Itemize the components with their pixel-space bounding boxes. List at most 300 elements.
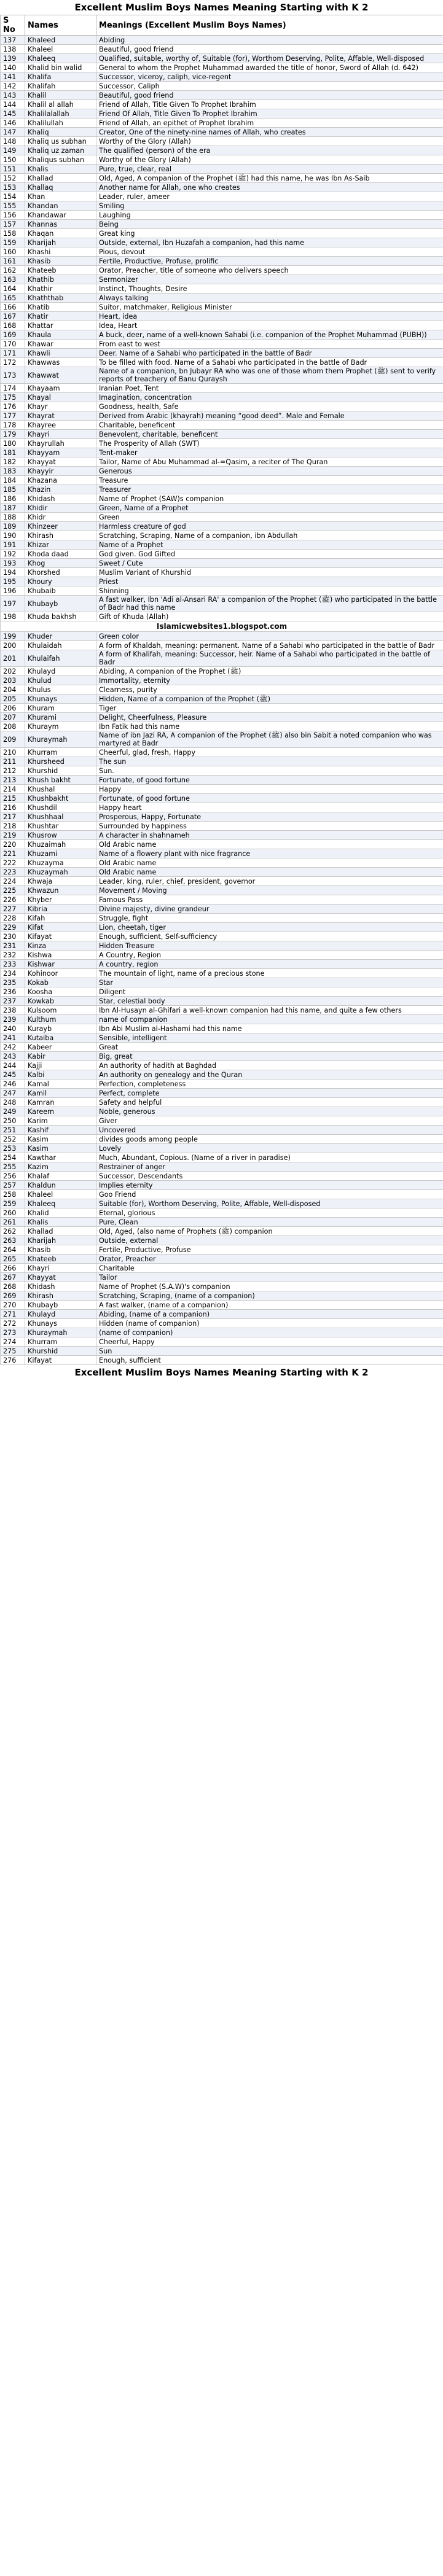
row-serial-number: 246 [1,1080,25,1089]
row-meaning: Beautiful, good friend [96,45,443,54]
row-meaning: Orator, Preacher [96,1255,443,1264]
table-row [1,504,443,513]
row-serial-number: 227 [1,905,25,914]
table-row [1,1181,443,1190]
row-meaning: Name of a flowery plant with nice fragrance [96,849,443,858]
table-row [1,895,443,905]
row-meaning: A character in shahnameh [96,831,443,840]
table-row [1,822,443,831]
table-row [1,1080,443,1089]
row-meaning: A form of Khalifah, meaning: Successor, heir. Name of a Sahabi who participated in the battle of Badr [96,650,443,667]
row-meaning: Star, celestial body [96,997,443,1006]
row-serial-number: 182 [1,457,25,467]
row-serial-number: 191 [1,540,25,550]
table-row [1,923,443,932]
table-row [1,211,443,220]
table-row [1,1227,443,1236]
row-name: Khalifa [25,72,96,82]
row-name: Khayrullah [25,439,96,448]
table-row [1,457,443,467]
row-serial-number: 219 [1,831,25,840]
row-name: Khalil [25,91,96,100]
table-row [1,1190,443,1199]
row-serial-number: 231 [1,941,25,951]
row-serial-number: 180 [1,439,25,448]
table-row [1,1199,443,1208]
row-meaning: Goo Friend [96,1190,443,1199]
table-row [1,685,443,695]
table-row [1,358,443,367]
row-serial-number: 209 [1,731,25,748]
table-row [1,192,443,201]
row-name: Khateeb [25,266,96,275]
row-meaning: Famous Pass [96,895,443,905]
table-row [1,485,443,494]
row-serial-number: 188 [1,513,25,522]
row-meaning: Charitable, beneficent [96,421,443,430]
row-serial-number: 265 [1,1255,25,1264]
row-serial-number: 202 [1,667,25,676]
table-row [1,695,443,704]
table-row [1,987,443,997]
row-serial-number: 210 [1,748,25,757]
header-sno: S No [1,15,25,36]
row-meaning: Name of a companion, bn Jubayr RA who was one of those whom them Prophet (ﷺ) sent to verify reports of treachery of Banu Quraysh [96,367,443,384]
row-name: Khusrow [25,831,96,840]
row-meaning: Hidden, Name of a companion of the Prophet (ﷺ) [96,695,443,704]
row-serial-number: 269 [1,1291,25,1301]
table-row [1,858,443,868]
table-row [1,1024,443,1033]
row-name: Kalbi [25,1070,96,1080]
table-row [1,137,443,146]
table-row [1,439,443,448]
table-row [1,550,443,559]
table-row [1,1135,443,1144]
table-row [1,312,443,321]
row-meaning: Gift of Khuda (Allah) [96,612,443,621]
row-name: Kamran [25,1098,96,1107]
row-name: Kajji [25,1061,96,1070]
row-name: Kasim [25,1144,96,1153]
row-serial-number: 264 [1,1245,25,1255]
row-serial-number: 200 [1,641,25,650]
row-name: Khuraymah [25,731,96,748]
row-meaning: Abiding, A companion of the Prophet (ﷺ) [96,667,443,676]
row-serial-number: 206 [1,704,25,713]
row-serial-number: 243 [1,1052,25,1061]
row-name: Khuzami [25,849,96,858]
row-meaning: divides goods among people [96,1135,443,1144]
row-meaning: Name of Prophet (S.A.W)'s companion [96,1282,443,1291]
row-serial-number: 169 [1,330,25,340]
row-meaning: Priest [96,577,443,586]
row-meaning: Benevolent, charitable, beneficent [96,430,443,439]
row-serial-number: 213 [1,776,25,785]
row-serial-number: 235 [1,978,25,987]
row-name: Khuraymah [25,1328,96,1337]
row-name: Kifayat [25,1356,96,1365]
row-meaning: God given. God Gifted [96,550,443,559]
table-row [1,1310,443,1319]
table-row [1,960,443,969]
row-meaning: Green [96,513,443,522]
table-row [1,1347,443,1356]
names-table [0,15,443,1365]
row-name: Khaula [25,330,96,340]
row-name: Khwazun [25,886,96,895]
table-row [1,1264,443,1273]
row-serial-number: 177 [1,411,25,421]
row-meaning: Uncovered [96,1126,443,1135]
table-row [1,303,443,312]
row-name: Khorshed [25,568,96,577]
row-meaning: Old, Aged, (also name of Prophets (ﷺ) companion [96,1227,443,1236]
row-name: Khuzaymah [25,868,96,877]
table-row [1,941,443,951]
row-name: Khulaidah [25,641,96,650]
row-meaning: An authority on genealogy and the Quran [96,1070,443,1080]
row-meaning: Old Arabic name [96,868,443,877]
row-name: Kasim [25,1135,96,1144]
table-row [1,1328,443,1337]
row-name: Khaqan [25,229,96,238]
table-row [1,1006,443,1015]
row-meaning: Deer. Name of a Sahabi who participated in the battle of Badr [96,349,443,358]
row-serial-number: 214 [1,785,25,794]
table-row [1,713,443,722]
row-meaning: Sensible, intelligent [96,1033,443,1043]
row-serial-number: 161 [1,257,25,266]
row-serial-number: 163 [1,275,25,284]
row-name: Khayyat [25,1273,96,1282]
table-row [1,612,443,621]
row-serial-number: 137 [1,36,25,45]
row-meaning: Tent-maker [96,448,443,457]
row-serial-number: 221 [1,849,25,858]
row-serial-number: 179 [1,430,25,439]
row-meaning: Tiger [96,704,443,713]
row-name: Khazana [25,476,96,485]
row-serial-number: 216 [1,803,25,812]
table-row [1,1319,443,1328]
row-name: Khwaja [25,877,96,886]
row-serial-number: 164 [1,284,25,294]
row-name: Khalid bin walid [25,63,96,72]
table-row [1,45,443,54]
row-meaning: Movement / Moving [96,886,443,895]
row-serial-number: 184 [1,476,25,485]
row-serial-number: 276 [1,1356,25,1365]
table-row [1,731,443,748]
table-row [1,577,443,586]
row-meaning: The sun [96,757,443,766]
row-serial-number: 143 [1,91,25,100]
row-meaning: Goodness, health, Safe [96,402,443,411]
row-name: Kulsoom [25,1006,96,1015]
row-serial-number: 233 [1,960,25,969]
table-row [1,1070,443,1080]
row-serial-number: 242 [1,1043,25,1052]
row-serial-number: 199 [1,632,25,641]
table-row [1,201,443,211]
table-row [1,886,443,895]
row-meaning: Abiding [96,36,443,45]
row-name: Khulayd [25,667,96,676]
row-meaning: Suitor, matchmaker, Religious Minister [96,303,443,312]
row-meaning: Clearness, purity [96,685,443,695]
row-meaning: Diligent [96,987,443,997]
row-serial-number: 141 [1,72,25,82]
row-meaning: Struggle, fight [96,914,443,923]
row-meaning: Restrainer of anger [96,1162,443,1172]
row-name: Khurshid [25,1347,96,1356]
row-serial-number: 267 [1,1273,25,1282]
row-serial-number: 148 [1,137,25,146]
row-name: Khallad [25,1227,96,1236]
row-meaning: Ibn Al-Husayn al-Ghifari a well-known companion had this name, and quite a few others [96,1006,443,1015]
row-meaning: Orator, Preacher, title of someone who delivers speech [96,266,443,275]
row-name: Kulthum [25,1015,96,1024]
table-row [1,1116,443,1126]
table-row [1,109,443,119]
table-row [1,349,443,358]
row-name: Khaldun [25,1181,96,1190]
table-row [1,1052,443,1061]
row-serial-number: 176 [1,402,25,411]
row-name: Khandan [25,201,96,211]
row-serial-number: 205 [1,695,25,704]
row-name: Khandawar [25,211,96,220]
table-row [1,667,443,676]
row-name: Khayrat [25,411,96,421]
row-serial-number: 159 [1,238,25,247]
table-row [1,997,443,1006]
row-meaning: Divine majesty, divine grandeur [96,905,443,914]
row-serial-number: 166 [1,303,25,312]
row-meaning: (name of companion) [96,1328,443,1337]
row-name: Khuda bakhsh [25,612,96,621]
row-serial-number: 207 [1,713,25,722]
row-name: Khayal [25,393,96,402]
row-meaning: name of companion [96,1015,443,1024]
row-serial-number: 154 [1,192,25,201]
row-meaning: Perfection, completeness [96,1080,443,1089]
row-name: Khannas [25,220,96,229]
table-row [1,1153,443,1162]
row-meaning: Always talking [96,294,443,303]
row-name: Khayri [25,1264,96,1273]
table-row [1,812,443,822]
table-row [1,1061,443,1070]
row-meaning: Much, Abundant, Copious. (Name of a river in paradise) [96,1153,443,1162]
row-serial-number: 142 [1,82,25,91]
table-row [1,1107,443,1116]
row-name: Karim [25,1116,96,1126]
row-name: Khaliqus subhan [25,155,96,165]
row-name: Khatir [25,312,96,321]
row-name: Khayaam [25,384,96,393]
row-meaning: Iranian Poet, Tent [96,384,443,393]
table-row [1,586,443,596]
row-meaning: Derived from Arabic (khayrah) meaning “good deed”. Male and Female [96,411,443,421]
row-name: Kifah [25,914,96,923]
row-meaning: A buck, deer, name of a well-known Sahabi (i.e. companion of the Prophet Muhammad (PUBH)) [96,330,443,340]
row-name: Khawar [25,340,96,349]
table-row [1,1282,443,1291]
row-meaning: Old Arabic name [96,858,443,868]
row-meaning: Pure, Clean [96,1218,443,1227]
table-row [1,803,443,812]
row-meaning: Prosperous, Happy, Fortunate [96,812,443,822]
row-name: Khalil al allah [25,100,96,109]
row-serial-number: 245 [1,1070,25,1080]
row-serial-number: 172 [1,358,25,367]
row-serial-number: 195 [1,577,25,586]
row-meaning: Heart, idea [96,312,443,321]
row-name: Khubaib [25,586,96,596]
table-header [1,15,443,36]
row-meaning: An authority of hadith at Baghdad [96,1061,443,1070]
row-meaning: Sweet / Cute [96,559,443,568]
row-meaning: Old Arabic name [96,840,443,849]
row-meaning: Friend of Allah, an epithet of Prophet Ibrahim [96,119,443,128]
table-row [1,776,443,785]
row-meaning: Implies eternity [96,1181,443,1190]
row-meaning: Lion, cheetah, tiger [96,923,443,932]
row-serial-number: 238 [1,1006,25,1015]
row-serial-number: 241 [1,1033,25,1043]
table-row [1,849,443,858]
row-serial-number: 145 [1,109,25,119]
row-name: Khunays [25,1319,96,1328]
table-row [1,119,443,128]
table-row [1,128,443,137]
row-serial-number: 234 [1,969,25,978]
row-name: Khidash [25,1282,96,1291]
table-row [1,641,443,650]
row-meaning: Leader, king, ruler, chief, president, governor [96,877,443,886]
row-serial-number: 255 [1,1162,25,1172]
row-serial-number: 140 [1,63,25,72]
row-serial-number: 168 [1,321,25,330]
row-name: Khizar [25,540,96,550]
table-row [1,1255,443,1264]
row-name: Khaththab [25,294,96,303]
row-name: Khidash [25,494,96,504]
row-serial-number: 274 [1,1337,25,1347]
table-row [1,722,443,731]
row-serial-number: 263 [1,1236,25,1245]
row-meaning: Worthy of the Glory (Allah) [96,155,443,165]
row-meaning: Qualified, suitable, worthy of, Suitable (for), Worthom Deserving, Polite, Affable, Well-disposed [96,54,443,63]
row-name: Kibria [25,905,96,914]
table-row [1,367,443,384]
table-row [1,632,443,641]
row-name: Khathir [25,284,96,294]
row-meaning: Fortunate, of good fortune [96,776,443,785]
row-meaning: Successor, Descendants [96,1172,443,1181]
table-row [1,969,443,978]
row-name: Khalaf [25,1172,96,1181]
row-meaning: Instinct, Thoughts, Desire [96,284,443,294]
row-name: Khayyam [25,448,96,457]
row-name: Khuraym [25,722,96,731]
row-name: Kishwar [25,960,96,969]
table-row [1,155,443,165]
row-serial-number: 147 [1,128,25,137]
table-row [1,840,443,849]
row-name: Khurram [25,1337,96,1347]
row-serial-number: 258 [1,1190,25,1199]
row-meaning: A fast walker, (name of a companion) [96,1301,443,1310]
row-name: Khalis [25,165,96,174]
row-meaning: Perfect, complete [96,1089,443,1098]
row-serial-number: 158 [1,229,25,238]
table-row [1,568,443,577]
row-serial-number: 251 [1,1126,25,1135]
row-serial-number: 256 [1,1172,25,1181]
row-name: Khaleeq [25,1199,96,1208]
row-serial-number: 152 [1,174,25,183]
row-serial-number: 185 [1,485,25,494]
row-name: Kokab [25,978,96,987]
row-serial-number: 270 [1,1301,25,1310]
row-name: Khushal [25,785,96,794]
row-name: Khayri [25,430,96,439]
row-meaning: Happy heart [96,803,443,812]
row-serial-number: 204 [1,685,25,695]
row-meaning: Fertile, Productive, Profuse [96,1245,443,1255]
table-row [1,1089,443,1098]
table-row [1,650,443,667]
row-name: Khunays [25,695,96,704]
row-serial-number: 247 [1,1089,25,1098]
row-name: Khulus [25,685,96,695]
row-serial-number: 187 [1,504,25,513]
row-serial-number: 215 [1,794,25,803]
row-meaning: The qualified (person) of the era [96,146,443,155]
table-row [1,257,443,266]
row-serial-number: 150 [1,155,25,165]
header-names: Names [25,15,96,36]
row-serial-number: 248 [1,1098,25,1107]
row-name: Kishwa [25,951,96,960]
table-row [1,384,443,393]
row-meaning: Muslim Variant of Khurshid [96,568,443,577]
row-serial-number: 165 [1,294,25,303]
row-name: Khaleed [25,36,96,45]
row-name: Khayyat [25,457,96,467]
row-meaning: A fast walker, Ibn 'Adi al-Ansari RA' a companion of the Prophet (ﷺ) who participated in the battle of Badr had this name [96,596,443,612]
row-serial-number: 175 [1,393,25,402]
row-name: Khurami [25,713,96,722]
row-serial-number: 228 [1,914,25,923]
row-serial-number: 259 [1,1199,25,1208]
row-name: Khuram [25,704,96,713]
row-meaning: Worthy of the Glory (Allah) [96,137,443,146]
row-meaning: Happy [96,785,443,794]
table-row [1,1356,443,1365]
row-name: Khawwat [25,367,96,384]
row-serial-number: 181 [1,448,25,457]
row-name: Khubayb [25,596,96,612]
row-meaning: Tailor [96,1273,443,1282]
row-name: Khaliq [25,128,96,137]
row-name: Khulayd [25,1310,96,1319]
table-row [1,100,443,109]
table-row [1,91,443,100]
